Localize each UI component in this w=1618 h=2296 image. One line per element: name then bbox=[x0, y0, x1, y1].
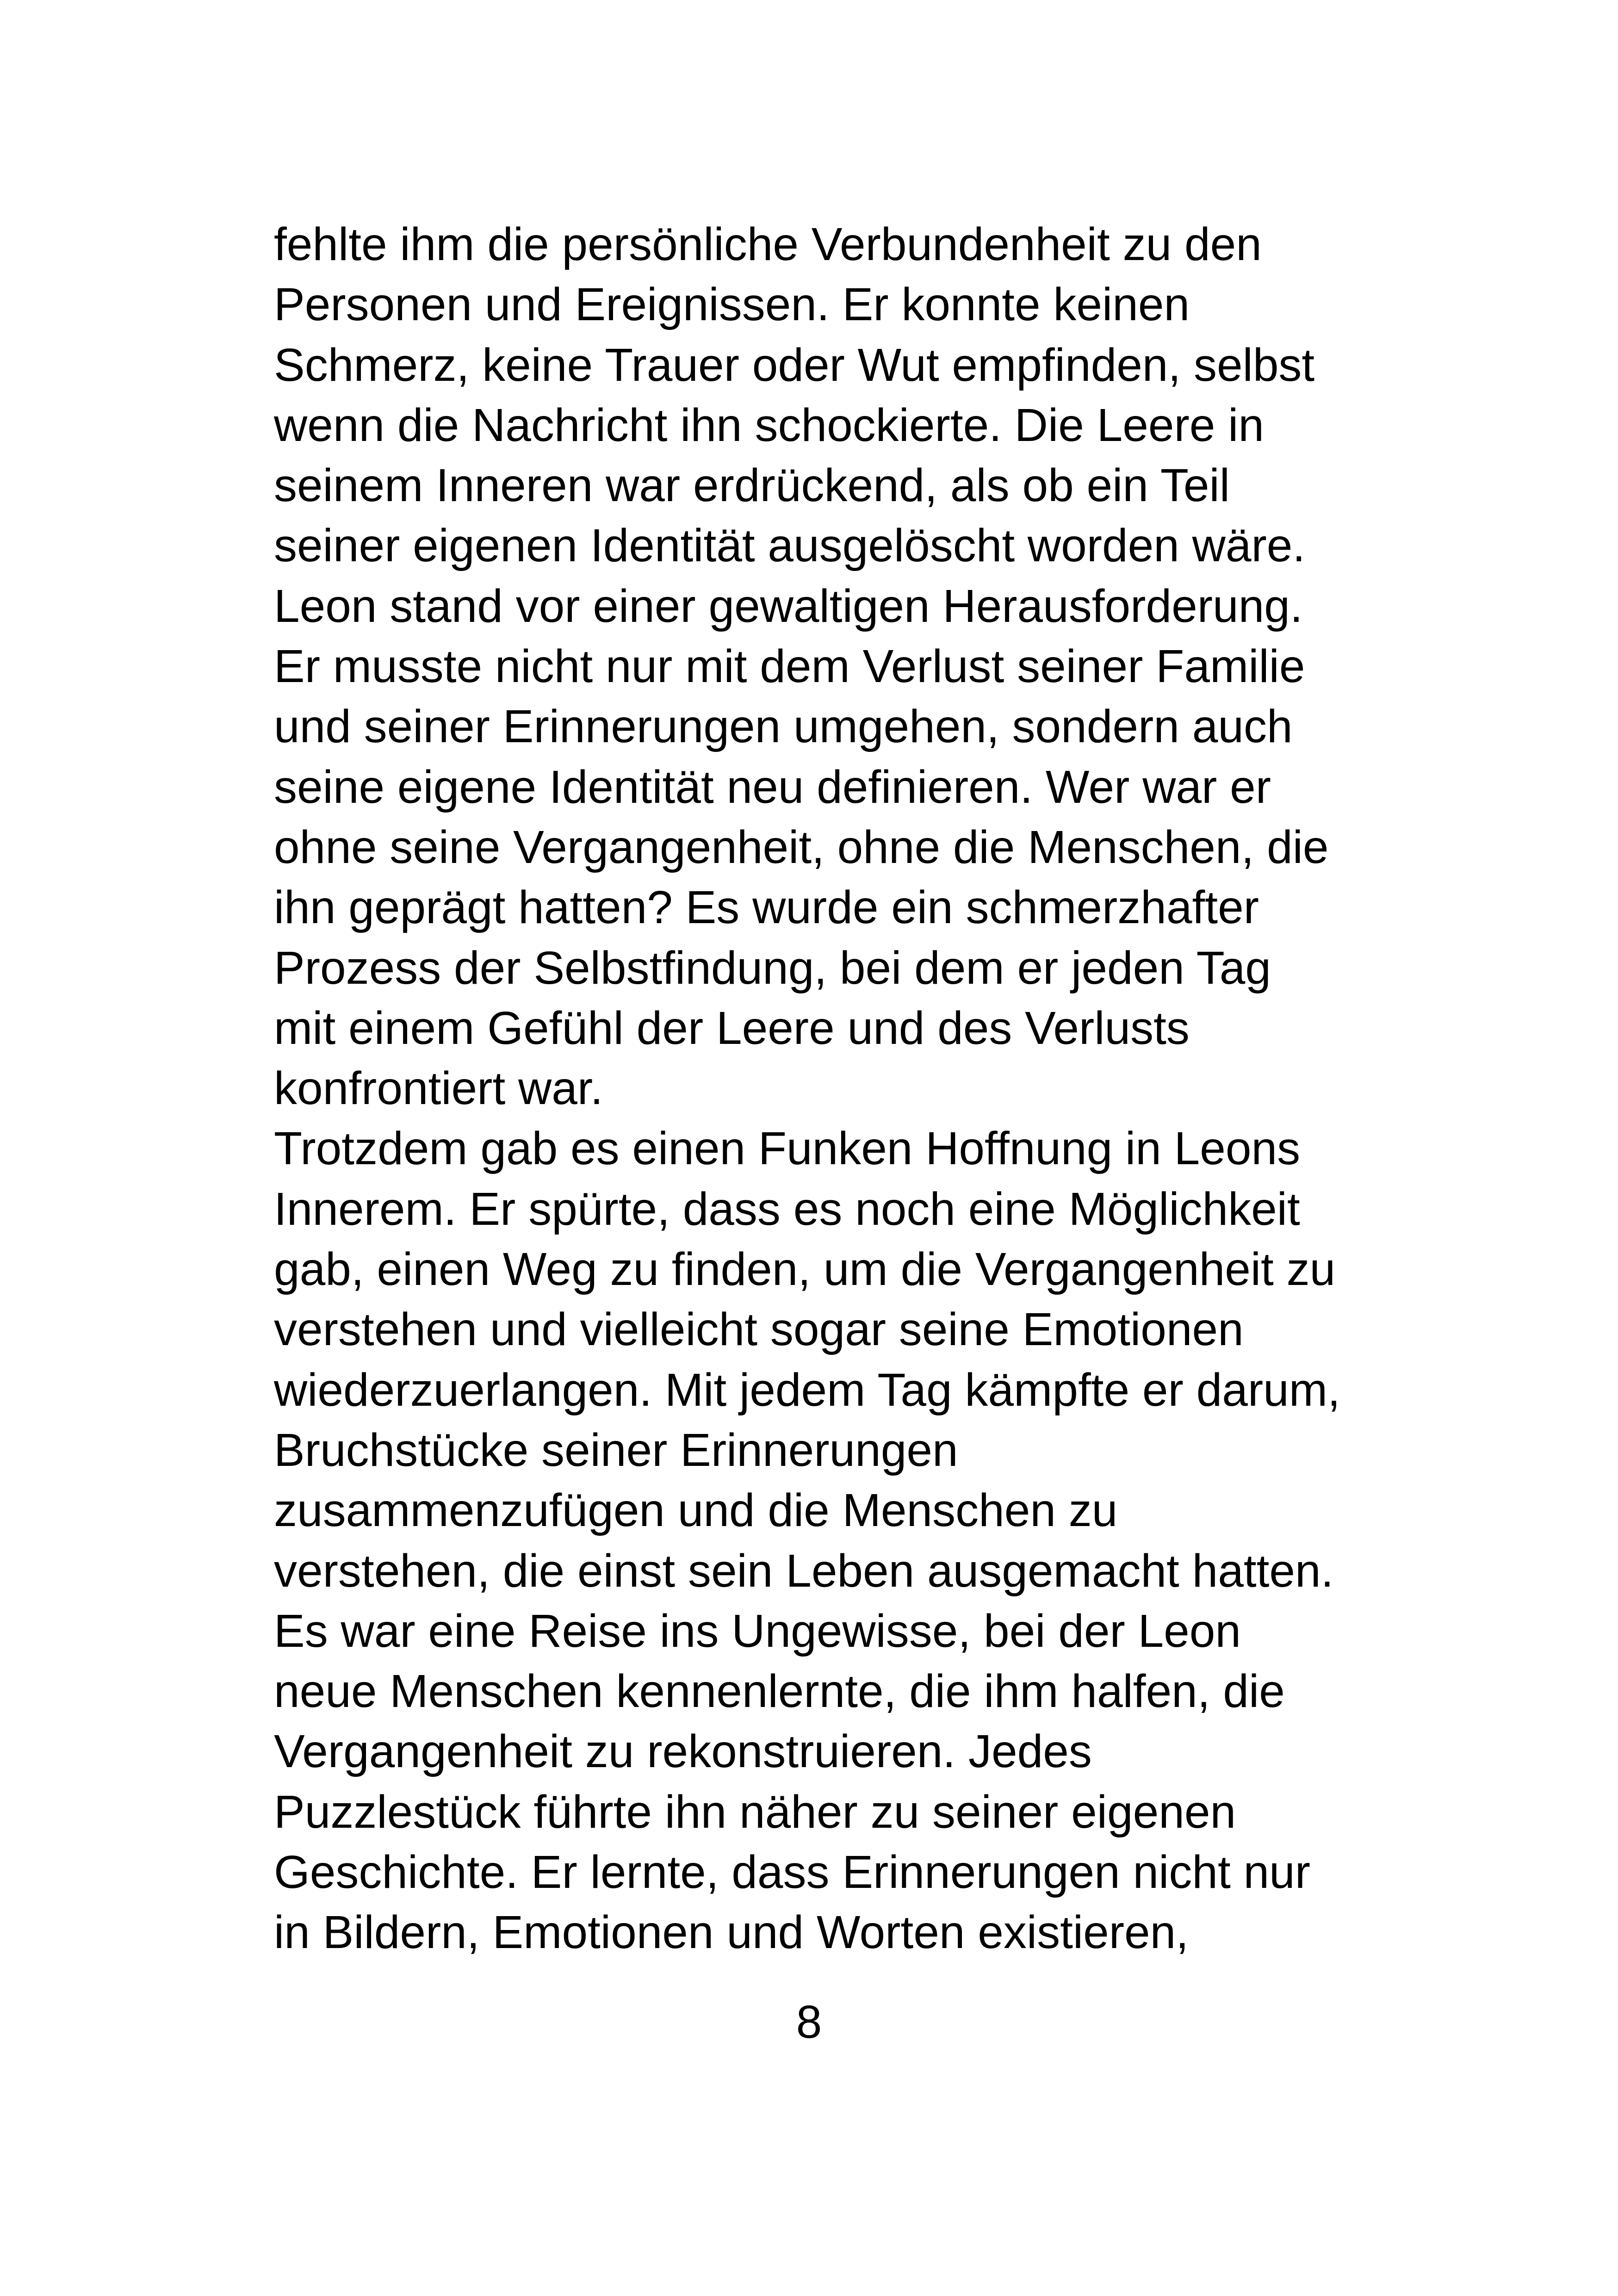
text-line: ihn geprägt hatten? Es wurde ein schmerzhafter bbox=[274, 881, 1259, 934]
text-line: wenn die Nachricht ihn schockierte. Die Leere in bbox=[274, 399, 1264, 451]
text-line: Prozess der Selbstfindung, bei dem er jeden Tag bbox=[274, 942, 1271, 994]
page-number: 8 bbox=[796, 1996, 822, 2048]
text-line: Bruchstücke seiner Erinnerungen bbox=[274, 1424, 958, 1476]
text-line: fehlte ihm die persönliche Verbundenheit zu den bbox=[274, 218, 1262, 270]
text-line: Er musste nicht nur mit dem Verlust seiner Familie bbox=[274, 640, 1305, 693]
text-line: seinem Inneren war erdrückend, als ob ein Teil bbox=[274, 459, 1230, 512]
text-line: Innerem. Er spürte, dass es noch eine Möglichkeit bbox=[274, 1183, 1300, 1235]
text-line: Puzzlestück führte ihn näher zu seiner eigenen bbox=[274, 1786, 1236, 1838]
text-line: verstehen und vielleicht sogar seine Emotionen bbox=[274, 1303, 1244, 1356]
text-line: ohne seine Vergangenheit, ohne die Menschen, die bbox=[274, 821, 1329, 873]
text-line: Leon stand vor einer gewaltigen Herausforderung. bbox=[274, 580, 1303, 632]
text-line: verstehen, die einst sein Leben ausgemacht hatten. bbox=[274, 1545, 1334, 1597]
text-line: Geschichte. Er lernte, dass Erinnerungen nicht nur bbox=[274, 1846, 1311, 1899]
text-line: Personen und Ereignissen. Er konnte keinen bbox=[274, 279, 1190, 331]
text-line: seiner eigenen Identität ausgelöscht worden wäre. bbox=[274, 520, 1306, 572]
text-line: gab, einen Weg zu finden, um die Vergangenheit zu bbox=[274, 1243, 1336, 1296]
body-text bbox=[274, 214, 1384, 1963]
text-line: Schmerz, keine Trauer oder Wut empfinden, selbst bbox=[274, 339, 1315, 391]
text-line: und seiner Erinnerungen umgehen, sondern auch bbox=[274, 701, 1293, 753]
text-line: zusammenzufügen und die Menschen zu bbox=[274, 1484, 1118, 1537]
text-line: Trotzdem gab es einen Funken Hoffnung in Leons bbox=[274, 1123, 1301, 1175]
text-line: in Bildern, Emotionen und Worten existieren, bbox=[274, 1906, 1189, 1959]
text-line: neue Menschen kennenlernte, die ihm halfen, die bbox=[274, 1665, 1285, 1718]
text-line: mit einem Gefühl der Leere und des Verlusts bbox=[274, 1002, 1190, 1054]
text-line: konfrontiert war. bbox=[274, 1062, 603, 1115]
text-line: wiederzuerlangen. Mit jedem Tag kämpfte er darum, bbox=[274, 1364, 1340, 1416]
text-line: seine eigene Identität neu definieren. Wer war er bbox=[274, 761, 1271, 813]
text-line: Es war eine Reise ins Ungewisse, bei der Leon bbox=[274, 1605, 1241, 1657]
text-line: Vergangenheit zu rekonstruieren. Jedes bbox=[274, 1725, 1092, 1778]
